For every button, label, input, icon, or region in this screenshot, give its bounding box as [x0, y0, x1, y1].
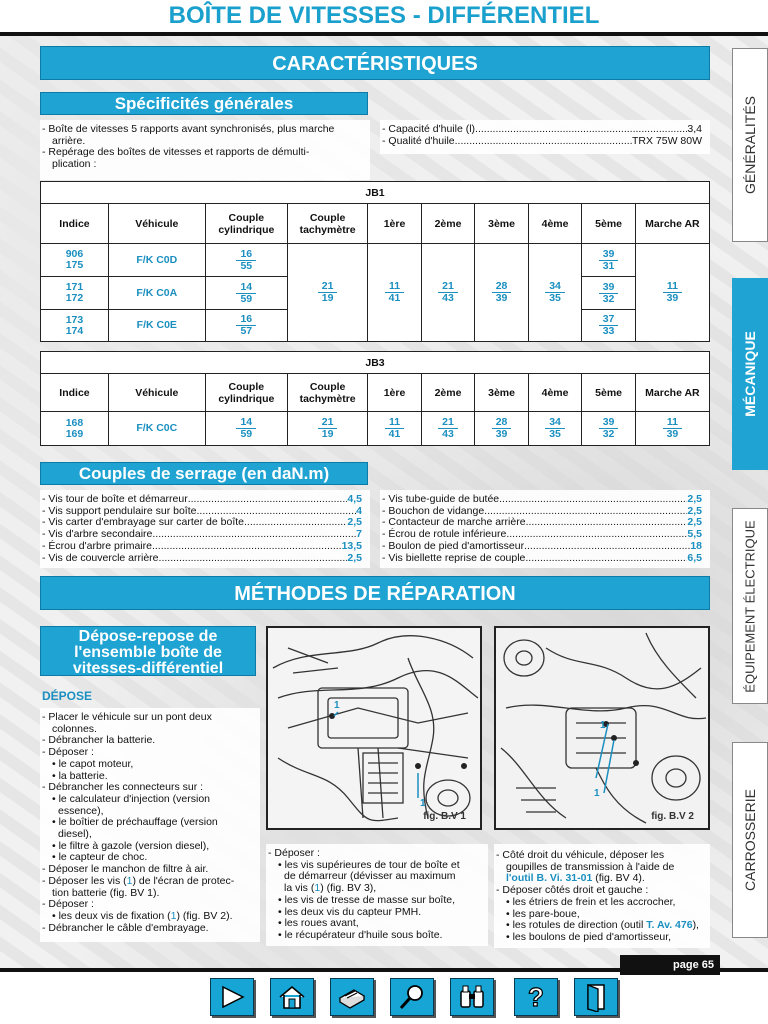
- text-line: - Boîte de vitesses 5 rapports avant synchronisés, plus marche: [42, 123, 335, 135]
- table-row: [41, 412, 710, 446]
- tab-label: ÉQUIPEMENT ÉLECTRIQUE: [742, 519, 758, 693]
- depose-right-text: [496, 850, 710, 944]
- col-header: 1ère: [368, 374, 422, 412]
- tab-carrosserie[interactable]: [732, 742, 768, 938]
- text-line: • les vis supérieures de tour de boîte et: [278, 858, 460, 871]
- text-line: - Déposer :: [268, 847, 320, 859]
- ratio: $\frac{39}{32}$: [599, 282, 619, 305]
- jb3-title: JB3: [41, 352, 710, 374]
- col-header: Marche AR: [635, 374, 709, 412]
- ratio: $\frac{21}{19}$: [318, 417, 338, 440]
- text-line: essence),: [58, 804, 104, 817]
- ratio: $\frac{28}{39}$: [492, 281, 512, 304]
- tab-label: GÉNÉRALITÉS: [742, 95, 758, 195]
- search-button[interactable]: [390, 978, 434, 1016]
- torque-line: - Vis tour de boîte et démarreur ..... 4,5: [42, 494, 362, 506]
- text-line: • les étriers de frein et les accrocher,: [506, 895, 676, 908]
- ratio: $\frac{16}{57}$: [236, 314, 256, 337]
- torque-line: - Vis support pendulaire sur boîte ..... 4: [42, 506, 362, 518]
- specificites-right-text: [382, 124, 702, 147]
- binoculars-icon: [457, 983, 487, 1011]
- text-line: plication :: [52, 158, 97, 171]
- ratio: $\frac{39}{31}$: [599, 249, 619, 272]
- torque-line: - Vis tube-guide de butée ..... 2,5: [382, 494, 702, 506]
- text-line: arrière.: [52, 134, 86, 147]
- text-line: la vis (1) (fig. BV 3),: [284, 882, 377, 895]
- text-line: - Côté droit du véhicule, déposer les: [496, 849, 665, 861]
- jb3-table: [40, 351, 710, 446]
- magnifier-icon: [397, 983, 427, 1011]
- col-header: 4ème: [528, 204, 582, 244]
- vehicule: F/K C0A: [108, 277, 205, 310]
- ratio: $\frac{14}{59}$: [236, 282, 256, 305]
- vehicule: F/K C0C: [108, 412, 205, 446]
- ratio: $\frac{21}{19}$: [318, 281, 338, 304]
- text-line: - Déposer :: [42, 746, 94, 759]
- text-line: tion batterie (fig. BV 1).: [52, 886, 160, 899]
- help-icon: [522, 982, 550, 1012]
- callout: 1: [600, 720, 606, 731]
- top-rule: [0, 32, 768, 36]
- figure-label: fig. B.V 2: [651, 811, 694, 822]
- text-line: l'outil B. Vi. 31-01 (fig. BV 4).: [506, 872, 645, 885]
- jb1-table: [40, 181, 710, 342]
- depose-heading: DÉPOSE: [42, 689, 93, 703]
- engine-bay-illustration: [268, 628, 480, 828]
- text-line: - Déposer côtés droit et gauche :: [496, 884, 649, 897]
- help-button[interactable]: [514, 978, 558, 1016]
- col-header: Indice: [41, 204, 109, 244]
- indice: 175: [65, 259, 84, 271]
- torque-line: - Vis de couvercle arrière ..... 2,5: [42, 553, 362, 565]
- text-line: • les rotules de direction (outil T. Av. 476),: [506, 919, 699, 932]
- indice: 174: [65, 324, 84, 337]
- text-line: diesel),: [58, 828, 92, 841]
- text-line: • les deux vis de fixation (1) (fig. BV 2).: [52, 909, 233, 922]
- callout: 1: [594, 788, 600, 799]
- text-line: • la batterie.: [52, 769, 108, 782]
- table-row: [41, 244, 710, 277]
- text-line: - Repérage des boîtes de vitesses et rapports de démulti-: [42, 146, 310, 159]
- ratio: $\frac{14}{59}$: [236, 417, 256, 440]
- next-page-button[interactable]: [210, 978, 254, 1016]
- spec-line: - Qualité d'huile ..... TRX 75W 80W: [382, 136, 702, 148]
- col-header: 5ème: [582, 204, 636, 244]
- text-line: • le capot moteur,: [52, 757, 134, 770]
- indice: 169: [65, 427, 84, 440]
- ratio: $\frac{11}{41}$: [385, 417, 405, 440]
- ratio: $\frac{21}{43}$: [438, 281, 458, 304]
- ratio: $\frac{21}{43}$: [438, 417, 458, 440]
- text-line: colonnes.: [52, 722, 97, 735]
- text-line: de démarreur (dévisser au maximum: [284, 870, 456, 883]
- specificites-heading: Spécificités générales: [40, 92, 368, 115]
- col-header: Véhicule: [108, 374, 205, 412]
- printer-icon: [336, 984, 368, 1010]
- text-line: • le filtre à gazole (version diesel),: [52, 839, 210, 852]
- text-line: • le boîtier de préchauffage (version: [52, 816, 218, 829]
- figure-bv2: [494, 626, 710, 830]
- text-line: • les pare-boue,: [506, 907, 580, 920]
- indice: 172: [65, 292, 84, 304]
- depose-repose-heading: Dépose-repose de l'ensemble boîte de vitesses-différentiel: [40, 626, 256, 676]
- torque-line: - Bouchon de vidange ..... 2,5: [382, 506, 702, 518]
- ratio: $\frac{16}{55}$: [236, 249, 256, 272]
- text-line: - Déposer le manchon de filtre à air.: [42, 863, 209, 876]
- col-header: Couple tachymètre: [287, 204, 367, 244]
- ratio: $\frac{28}{39}$: [492, 417, 512, 440]
- col-header: 3ème: [475, 374, 529, 412]
- depose-mid-text: [268, 848, 486, 942]
- callout: 1: [420, 798, 426, 809]
- text-line: • les vis de tresse de masse sur boîte,: [278, 893, 456, 906]
- tab-label: MÉCANIQUE: [742, 331, 758, 417]
- home-icon: [277, 984, 307, 1010]
- torque-line: - Vis biellette reprise de couple ..... 6,5: [382, 553, 702, 565]
- torque-line: - Contacteur de marche arrière ..... 2,5: [382, 517, 702, 529]
- indice: 168: [65, 416, 84, 429]
- exit-button[interactable]: [574, 978, 618, 1016]
- specificites-left-text: [42, 124, 368, 171]
- text-line: - Déposer les vis (1) de l'écran de protec-: [42, 874, 235, 887]
- home-button[interactable]: [270, 978, 314, 1016]
- depose-left-text: [42, 712, 260, 934]
- couples-right-list: [382, 494, 702, 564]
- play-icon: [217, 984, 247, 1010]
- col-header: 3ème: [475, 204, 529, 244]
- page-number: page 65: [620, 955, 720, 975]
- col-header: Couple cylindrique: [205, 204, 287, 244]
- tab-label: CARROSSERIE: [742, 789, 759, 891]
- text-line: - Débrancher les connecteurs sur :: [42, 781, 204, 794]
- methodes-banner: MÉTHODES DE RÉPARATION: [40, 576, 710, 610]
- tab-mecanique[interactable]: [732, 278, 768, 470]
- indice: 906: [65, 248, 84, 260]
- col-header: Couple cylindrique: [205, 374, 287, 412]
- col-header: 1ère: [368, 204, 422, 244]
- jb1-title: JB1: [41, 182, 710, 204]
- spec-line: - Capacité d'huile (l) ..... 3,4: [382, 124, 702, 136]
- text-line: - Débrancher la batterie.: [42, 734, 156, 747]
- text-line: • les boulons de pied d'amortisseur,: [506, 930, 672, 943]
- couples-left-list: [42, 494, 362, 564]
- ratio: $\frac{34}{35}$: [545, 281, 565, 304]
- page-title: BOÎTE DE VITESSES - DIFFÉRENTIEL: [0, 0, 768, 34]
- col-header: Couple tachymètre: [287, 374, 367, 412]
- tab-generalites[interactable]: [732, 48, 768, 242]
- text-line: • le récupérateur d'huile sous boîte.: [278, 928, 443, 941]
- ratio: $\frac{11}{39}$: [663, 281, 683, 304]
- torque-line: - Écrou d'arbre primaire ..... 13,5: [42, 541, 362, 553]
- text-line: • les deux vis du capteur PMH.: [278, 905, 422, 918]
- figure-bv1: [266, 626, 482, 830]
- text-line: • les roues avant,: [278, 917, 359, 930]
- torque-line: - Écrou de rotule inférieure ..... 5,5: [382, 529, 702, 541]
- text-line: • le capteur de choc.: [52, 851, 148, 864]
- col-header: Marche AR: [635, 204, 709, 244]
- text-line: - Placer le véhicule sur un pont deux: [42, 711, 212, 723]
- text-line: • le calculateur d'injection (version: [52, 792, 211, 805]
- couples-heading: Couples de serrage (en daN.m): [40, 462, 368, 485]
- svg-text:?: ?: [528, 982, 544, 1012]
- text-line: - Déposer :: [42, 898, 94, 911]
- torque-line: - Vis carter d'embrayage sur carter de boîte ..... 2,5: [42, 517, 362, 529]
- col-header: 5ème: [582, 374, 636, 412]
- text-line: - Débrancher le câble d'embrayage.: [42, 921, 209, 934]
- exit-icon: [582, 982, 610, 1012]
- col-header: 2ème: [421, 204, 475, 244]
- ratio: $\frac{11}{39}$: [663, 417, 683, 440]
- col-header: 2ème: [421, 374, 475, 412]
- col-header: Indice: [41, 374, 109, 412]
- tab-equipement-electrique[interactable]: [732, 508, 768, 704]
- callout: 1: [334, 700, 340, 711]
- print-button[interactable]: [330, 978, 374, 1016]
- ratio: $\frac{39}{32}$: [599, 417, 619, 440]
- find-button[interactable]: [450, 978, 494, 1016]
- ratio: $\frac{11}{41}$: [385, 281, 405, 304]
- vehicule: F/K C0E: [108, 310, 205, 342]
- figure-label: fig. B.V 1: [423, 811, 466, 822]
- col-header: 4ème: [528, 374, 582, 412]
- ratio: $\frac{37}{33}$: [599, 314, 619, 337]
- caracteristiques-banner: CARACTÉRISTIQUES: [40, 46, 710, 80]
- indice: 171: [65, 281, 84, 293]
- col-header: Véhicule: [108, 204, 205, 244]
- torque-line: - Boulon de pied d'amortisseur ..... 18: [382, 541, 702, 553]
- text-line: goupilles de transmission à l'aide de: [506, 860, 675, 873]
- ratio: $\frac{34}{35}$: [545, 417, 565, 440]
- vehicule: F/K C0D: [108, 244, 205, 277]
- indice: 173: [65, 313, 84, 326]
- torque-line: - Vis d'arbre secondaire ..... 7: [42, 529, 362, 541]
